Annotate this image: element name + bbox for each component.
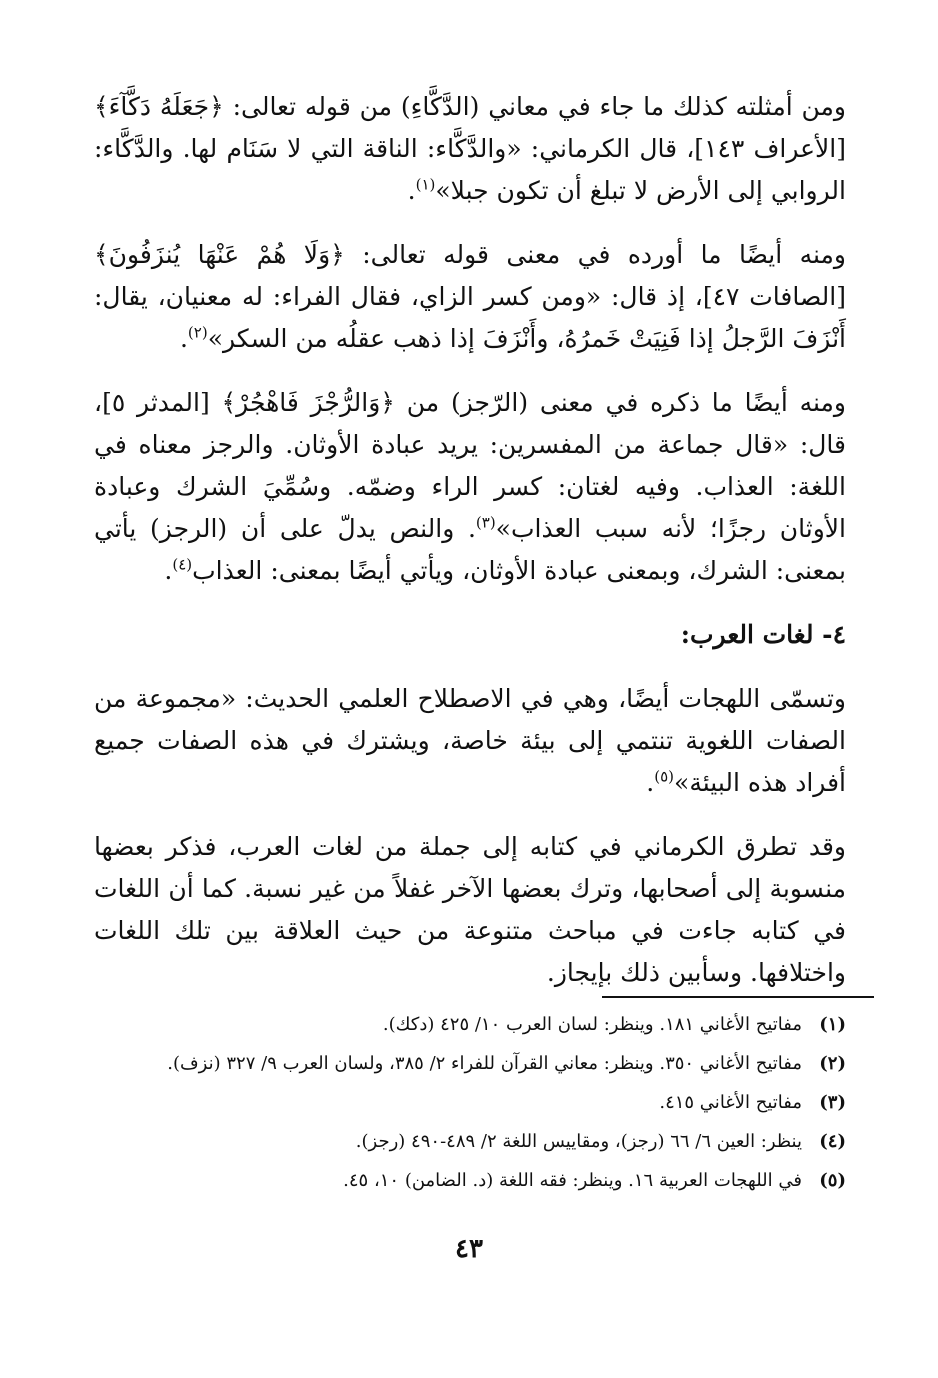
footnote-text: مفاتيح الأغاني ١٨١. وينظر: لسان العرب ١٠/ ٤٢٥ (دكك). [382,1014,802,1035]
footnote-ref: (٤) [172,555,193,574]
footnotes [86,1010,846,1205]
footnote-divider [602,996,874,998]
footnote-ref: (٣) [475,513,496,532]
footnote-text: في اللهجات العربية ١٦. وينظر: فقه اللغة (د. الضامن) ١٠، ٤٥. [343,1170,802,1191]
section-heading: ٤- لغات العرب: [680,620,846,649]
paragraph: ومن أمثلته كذلك ما جاء في معاني (الدَّكَّاءِ) من قوله تعالى: ﴿جَعَلَهُ دَكَّآءَ﴾ [الأعراف ١٤٣]، قال الكرماني: «والدَّكَّاء: الناقة التي لا سَنَام لها. والدَّكَّاء: الروابي إلى الأرض لا تبلغ أن تكون جبلا»$^{(١)}$. [94,92,846,205]
footnote [86,1166,846,1196]
footnote-number: (٢) [819,1053,846,1074]
footnote-number: (٥) [819,1170,846,1191]
footnote-text: مفاتيح الأغاني ٣٥٠. وينظر: معاني القرآن للفراء ٢/ ٣٨٥، ولسان العرب ٩/ ٣٢٧ (نزف). [167,1053,802,1074]
paragraph-text: وقد تطرق الكرماني في كتابه إلى جملة من لغات العرب، فذكر بعضها منسوبة إلى أصحابها، وترك بعضها الآخر غفلاً من غير نسبة. كما أن اللغات في كتابه جاءت في مباحث متنوعة من حيث العلاقة بين تلك اللغات واختلافها. وسأبين ذلك بإيجاز. [94,832,846,987]
footnote-ref: (١) [415,175,436,194]
footnote [86,1088,846,1118]
paragraph-text: وتسمّى اللهجات أيضًا، وهي في الاصطلاح العلمي الحديث: «مجموعة من الصفات اللغوية تنتمي إلى بيئة خاصة، ويشترك في هذه الصفات جميع أفراد هذه البيئة» [94,684,846,797]
footnote-number: (٤) [819,1131,846,1152]
paragraph-text: ومنه أيضًا ما ذكره في معنى (الرّجز) من ﴿وَالرُّجْزَ فَاهْجُرْ﴾ [المدثر ٥]، قال: «قال جماعة من المفسرين: يريد عبادة الأوثان. والرجز معناه في اللغة: العذاب. وفيه لغتان: كسر الراء وضمّه. وسُمِّيَ الشرك وعبادة الأوثان رجزًا؛ لأنه سبب العذاب» [94,388,846,543]
footnote-ref: (٢) [187,323,208,342]
page-number: ٤٣ [455,1234,483,1264]
footnote [86,1049,846,1079]
body-text [94,86,846,1016]
footnote [86,1010,846,1040]
paragraph: وتسمّى اللهجات أيضًا، وهي في الاصطلاح العلمي الحديث: «مجموعة من الصفات اللغوية تنتمي إلى بيئة خاصة، ويشترك في هذه الصفات جميع أفراد هذه البيئة»$^{(٥)}$. [94,684,846,797]
footnote-text: مفاتيح الأغاني ٤١٥. [659,1092,802,1113]
footnote-number: (١) [819,1014,846,1035]
footnote-ref: (٥) [654,767,675,786]
paragraph [94,826,846,994]
footnote-text: ينظر: العين ٦/ ٦٦ (رجز)، ومقاييس اللغة ٢/ ٤٨٩-٤٩٠ (رجز). [355,1131,802,1152]
footnote [86,1127,846,1157]
paragraph: ومنه أيضًا ما ذكره في معنى (الرّجز) من ﴿وَالرُّجْزَ فَاهْجُرْ﴾ [المدثر ٥]، قال: «قال جماعة من المفسرين: يريد عبادة الأوثان. والرجز معناه في اللغة: العذاب. وفيه لغتان: كسر الراء وضمّه. وسُمِّيَ الشرك وعبادة الأوثان رجزًا؛ لأنه سبب العذاب»$^{(٣)}$. والنص يدلّ على أن (الرجز) يأتي بمعنى: الشرك، وبمعنى عبادة الأوثان، ويأتي أيضًا بمعنى: العذاب$^{(٤)}$. [94,388,846,585]
paragraph: ومنه أيضًا ما أورده في معنى قوله تعالى: ﴿وَلَا هُمْ عَنْهَا يُنزَفُونَ﴾ [الصافات ٤٧]، إذ قال: «ومن كسر الزاي، فقال الفراء: له معنيان، يقال: أَنْزَفَ الرَّجلُ إذا فَنِيَتْ خَمرُهُ، وأَنْزَفَ إذا ذهب عقلُه من السكر»$^{(٢)}$. [94,240,846,353]
paragraph-text-tail: . والنص يدلّ على أن (الرجز) يأتي بمعنى: الشرك، وبمعنى عبادة الأوثان، ويأتي أيضًا بمعنى: العذاب [94,514,846,585]
footnote-number: (٣) [819,1092,846,1113]
paragraph-text: ومنه أيضًا ما أورده في معنى قوله تعالى: ﴿وَلَا هُمْ عَنْهَا يُنزَفُونَ﴾ [الصافات ٤٧]، إذ قال: «ومن كسر الزاي، فقال الفراء: له معنيان، يقال: أَنْزَفَ الرَّجلُ إذا فَنِيَتْ خَمرُهُ، وأَنْزَفَ إذا ذهب عقلُه من السكر» [94,240,846,353]
paragraph-text: ومن أمثلته كذلك ما جاء في معاني (الدَّكَّاءِ) من قوله تعالى: ﴿جَعَلَهُ دَكَّآءَ﴾ [الأعراف ١٤٣]، قال الكرماني: «والدَّكَّاء: الناقة التي لا سَنَام لها. والدَّكَّاء: الروابي إلى الأرض لا تبلغ أن تكون جبلا» [94,92,846,205]
